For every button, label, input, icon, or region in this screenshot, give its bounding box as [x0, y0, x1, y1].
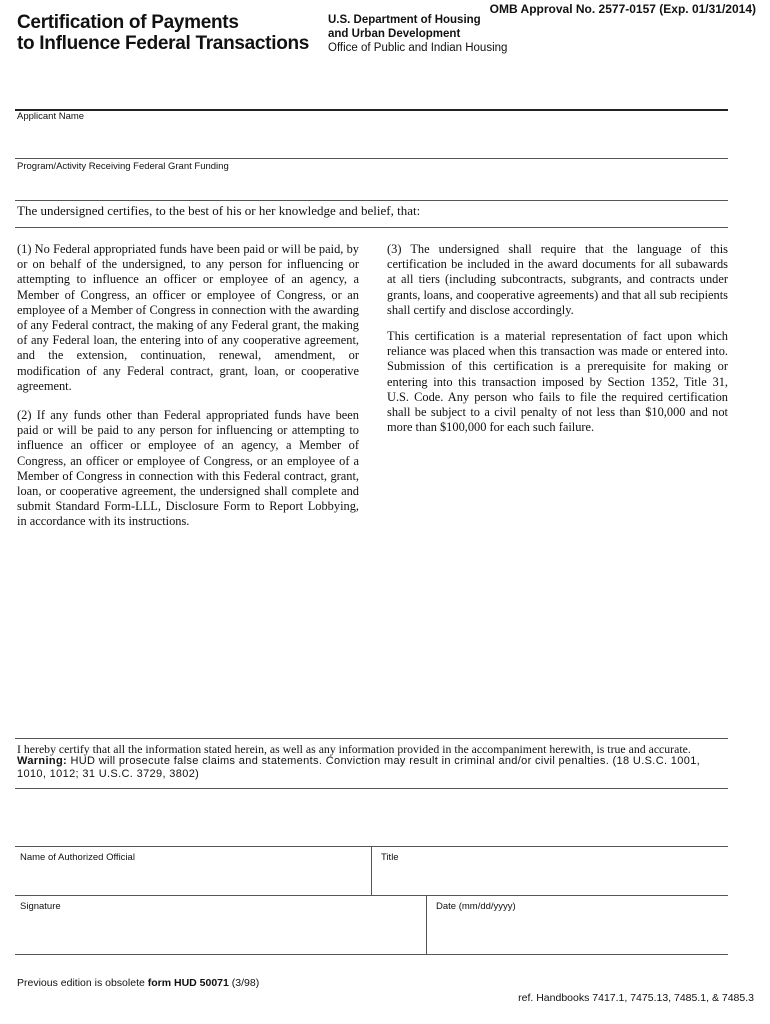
paragraph-1: (1) No Federal appropriated funds have been paid or will be paid, by or on behalf of the undersigned, to any person for influencing or attempting to influence an officer or employee of an agency, a Member of Congress, an officer or employee of Congress, or an employee of a Member of Congress in connection with the awarding of any Federal contract, the making of any Federal grant, the making of any Federal loan, the entering into of any cooperative agreement, and the extension, continuation, renewal, amendment, or modification of any Federal contract, grant, loan, or cooperative agreement.	[17, 242, 359, 393]
agency-name-line2: and Urban Development	[328, 28, 461, 40]
title-field[interactable]	[376, 862, 726, 894]
warning-notice	[17, 755, 731, 781]
warning-text: HUD will prosecute false claims and statements. Conviction may result in criminal and/or civil penalties. (18 U.S.C. 1001, 1010, 1012; 31 U.S.C. 3729, 3802)	[17, 755, 701, 780]
warning-label: Warning:	[17, 755, 68, 767]
divider	[15, 895, 728, 896]
divider	[371, 846, 372, 895]
authorized-official-name-field[interactable]	[15, 862, 370, 894]
paragraph-2: (2) If any funds other than Federal appropriated funds have been paid or will be paid to any person for influencing or attempting to influence an officer or employee of an agency, a Member of Congress, an officer or employee of Congress, or an employee of a Member of Congress in connection with this Federal contract, grant, loan, or cooperative agreement, the undersigned shall complete and submit Standard Form-LLL, Disclosure Form to Report Lobbying, in accordance with its instructions.	[17, 408, 359, 529]
title-label: Title	[381, 852, 399, 863]
form-title	[17, 12, 309, 54]
form-number: form HUD 50071	[147, 977, 229, 989]
authorized-official-name-label: Name of Authorized Official	[20, 852, 135, 863]
signature-field[interactable]	[15, 911, 423, 953]
left-column	[17, 242, 359, 541]
signature-label: Signature	[20, 901, 61, 912]
divider	[15, 200, 728, 201]
right-column	[387, 242, 728, 446]
program-activity-label: Program/Activity Receiving Federal Grant Funding	[17, 161, 229, 172]
paragraph-3: (3) The undersigned shall require that the language of this certification be included in the award documents for all subawards at all tiers (including subcontracts, subgrants, and contracts under grants, loans, and cooperative agreements) and that all sub recipients shall certify and disclose accordingly.	[387, 242, 728, 317]
signature-block-bottom-rule	[15, 954, 728, 955]
agency-name-line1: U.S. Department of Housing	[328, 14, 481, 26]
divider	[15, 788, 728, 789]
divider	[15, 227, 728, 228]
form-title-line2: to Influence Federal Transactions	[17, 33, 310, 54]
agency-office: Office of Public and Indian Housing	[328, 42, 508, 54]
date-label: Date (mm/dd/yyyy)	[436, 901, 516, 912]
divider	[426, 895, 427, 954]
divider	[15, 738, 728, 739]
date-field[interactable]	[431, 911, 726, 953]
paragraph-4: This certification is a material representation of fact upon which reliance was placed when this transaction was made or entered into. Submission of this certification is a prerequisite for making or entering into this transaction imposed by Section 1352, Title 31, U.S. Code. Any person who fails to file the required certification shall be subject to a civil penalty of not less than $10,000 and not more than $100,000 for each such failure.	[387, 329, 728, 435]
applicant-name-label: Applicant Name	[17, 111, 85, 122]
agency-block	[328, 13, 507, 55]
form-date: (3/98)	[228, 977, 260, 989]
handbook-references: ref. Handbooks 7417.1, 7475.13, 7485.1, & 7485.3	[518, 992, 754, 1004]
obsolete-notice: Previous edition is obsolete	[17, 977, 148, 989]
intro-statement: The undersigned certifies, to the best of his or her knowledge and belief, that:	[17, 203, 421, 218]
program-activity-field[interactable]	[15, 158, 728, 159]
omb-approval-number: OMB Approval No. 2577-0157 (Exp. 01/31/2014)	[489, 2, 756, 16]
form-edition-note	[17, 977, 259, 989]
form-title-line1: Certification of Payments	[17, 12, 239, 33]
applicant-name-field[interactable]	[15, 109, 728, 111]
certification-statement: I hereby certify that all the information stated herein, as well as any information provided in the accompaniment herewith, is true and accurate.	[17, 742, 691, 756]
